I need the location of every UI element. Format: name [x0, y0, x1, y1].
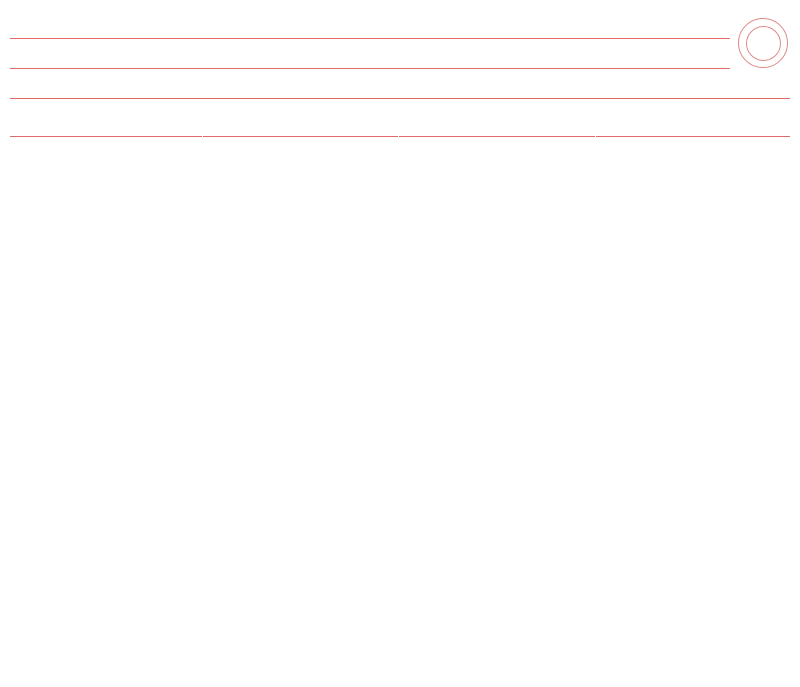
header-divider — [10, 98, 790, 99]
header-divider — [10, 68, 730, 69]
pedigree-header — [0, 0, 800, 126]
fci-logo — [738, 18, 788, 68]
header-divider — [10, 38, 730, 39]
generation-header-3 — [399, 127, 595, 137]
generation-header-2 — [203, 127, 398, 137]
generation-header-4 — [596, 127, 790, 137]
generation-header-1 — [10, 127, 202, 137]
